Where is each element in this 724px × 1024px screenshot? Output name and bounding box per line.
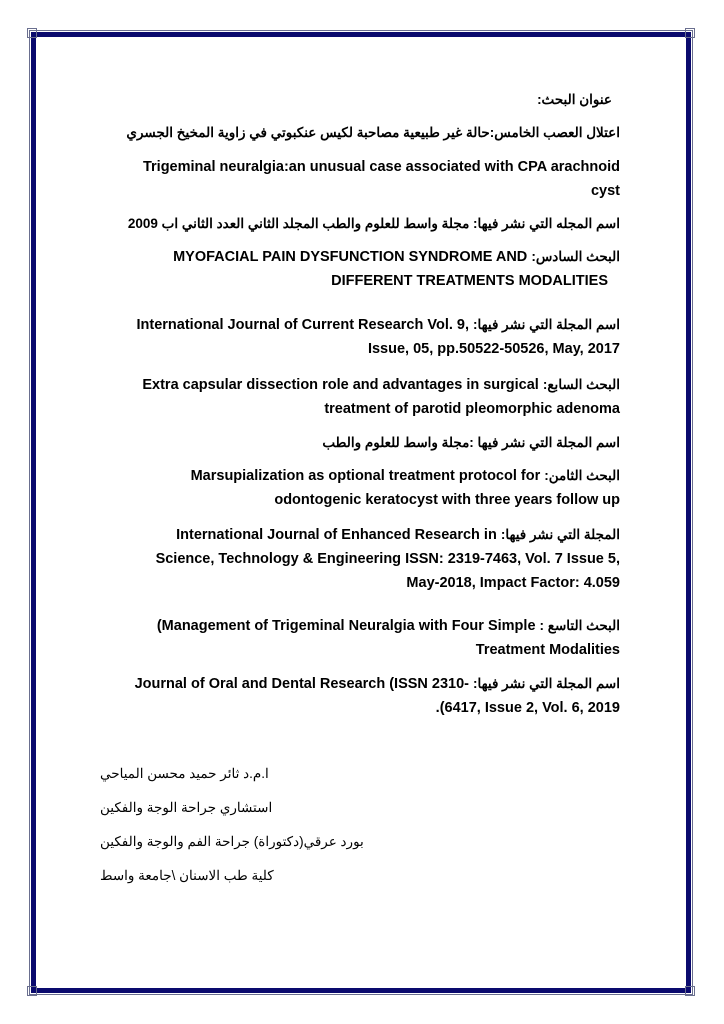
research-6-label: البحث السادس:: [531, 249, 620, 264]
research-8-title-line2: odontogenic keratocyst with three years follow up: [274, 492, 620, 508]
research-6-journal: [120, 313, 620, 361]
research-9-journal-line1: Journal of Oral and Dental Research (ISSN 2310-: [134, 676, 470, 692]
research-8-label: البحث الثامن:: [544, 468, 620, 483]
research-8-title-line1: Marsupialization as optional treatment protocol for: [190, 468, 541, 484]
research-5-title-line1: Trigeminal neuralgia:an unusual case associated with CPA arachnoid: [142, 159, 620, 175]
research-9-label: البحث التاسع :: [539, 618, 620, 633]
research-9-journal-label: اسم المجلة التي نشر فيها:: [473, 676, 620, 691]
research-5: [120, 121, 620, 145]
research-8-journal-label: المجلة التي نشر فيها:: [500, 527, 620, 542]
research-8-journal-line1: International Journal of Enhanced Research in: [176, 527, 497, 543]
research-9-journal: [120, 672, 620, 720]
research-6: [120, 245, 620, 293]
research-7-journal: [120, 431, 620, 455]
signature-degree: بورد عرقي(دكتوراة) جراحة الفم والوجة والفكين: [100, 834, 364, 849]
research-5-journal-text: اسم المجله التي نشر فيها: مجلة واسط للعلوم والطب المجلد الثاني العدد الثاني اب 2009: [127, 216, 620, 231]
research-7-title-line2: treatment of parotid pleomorphic adenoma: [324, 401, 620, 417]
research-7-label: البحث السابع:: [542, 377, 620, 392]
signature-affiliation: كلية طب الاسنان \جامعة واسط: [100, 868, 274, 883]
research-6-journal-line1: International Journal of Current Research Vol. 9,: [136, 317, 470, 333]
research-9-journal-line2: .(6417, Issue 2, Vol. 6, 2019: [435, 700, 620, 716]
research-5-title-line2: cyst: [590, 183, 620, 199]
border-corner-ornament: [27, 986, 37, 996]
research-9-title-line1: (Management of Trigeminal Neuralgia with Four Simple: [156, 618, 536, 634]
research-7: [120, 373, 620, 421]
research-6-title-line1: MYOFACIAL PAIN DYSFUNCTION SYNDROME AND: [173, 249, 528, 265]
signature-title: استشاري جراحة الوجة والفكين: [100, 800, 273, 815]
research-8: [120, 464, 620, 512]
border-corner-ornament: [685, 986, 695, 996]
research-8-journal: [120, 523, 620, 595]
research-8-journal-line2: Science, Technology & Engineering ISSN: 2319-7463, Vol. 7 Issue 5,: [155, 551, 620, 567]
heading-text: عنوان البحث:: [537, 92, 612, 107]
signature-name: ا.م.د ثائر حميد محسن المياحي: [100, 766, 269, 781]
research-6-title-line2: DIFFERENT TREATMENTS MODALITIES: [331, 273, 608, 289]
border-corner-ornament: [27, 28, 37, 38]
research-5-english-title: [120, 155, 620, 203]
research-5-journal: [120, 212, 620, 236]
research-6-journal-line2: Issue, 05, pp.50522-50526, May, 2017: [367, 341, 620, 357]
research-9-title-line2: Treatment Modalities: [475, 642, 620, 658]
research-6-journal-label: اسم المجلة التي نشر فيها:: [473, 317, 620, 332]
research-7-title-line1: Extra capsular dissection role and advantages in surgical: [142, 377, 539, 393]
research-9: [120, 614, 620, 662]
border-corner-ornament: [685, 28, 695, 38]
research-8-journal-line3: May-2018, Impact Factor: 4.059: [406, 575, 620, 591]
research-5-arabic-title: اعتلال العصب الخامس:حالة غير طبيعية مصاحبة لكيس عنكبوتي في زاوية المخيخ الجسري: [126, 125, 620, 140]
research-heading: [120, 88, 620, 112]
signature-block: [100, 764, 400, 886]
research-7-journal-text: اسم المجلة التي نشر فيها :مجلة واسط للعلوم والطب: [322, 435, 620, 450]
